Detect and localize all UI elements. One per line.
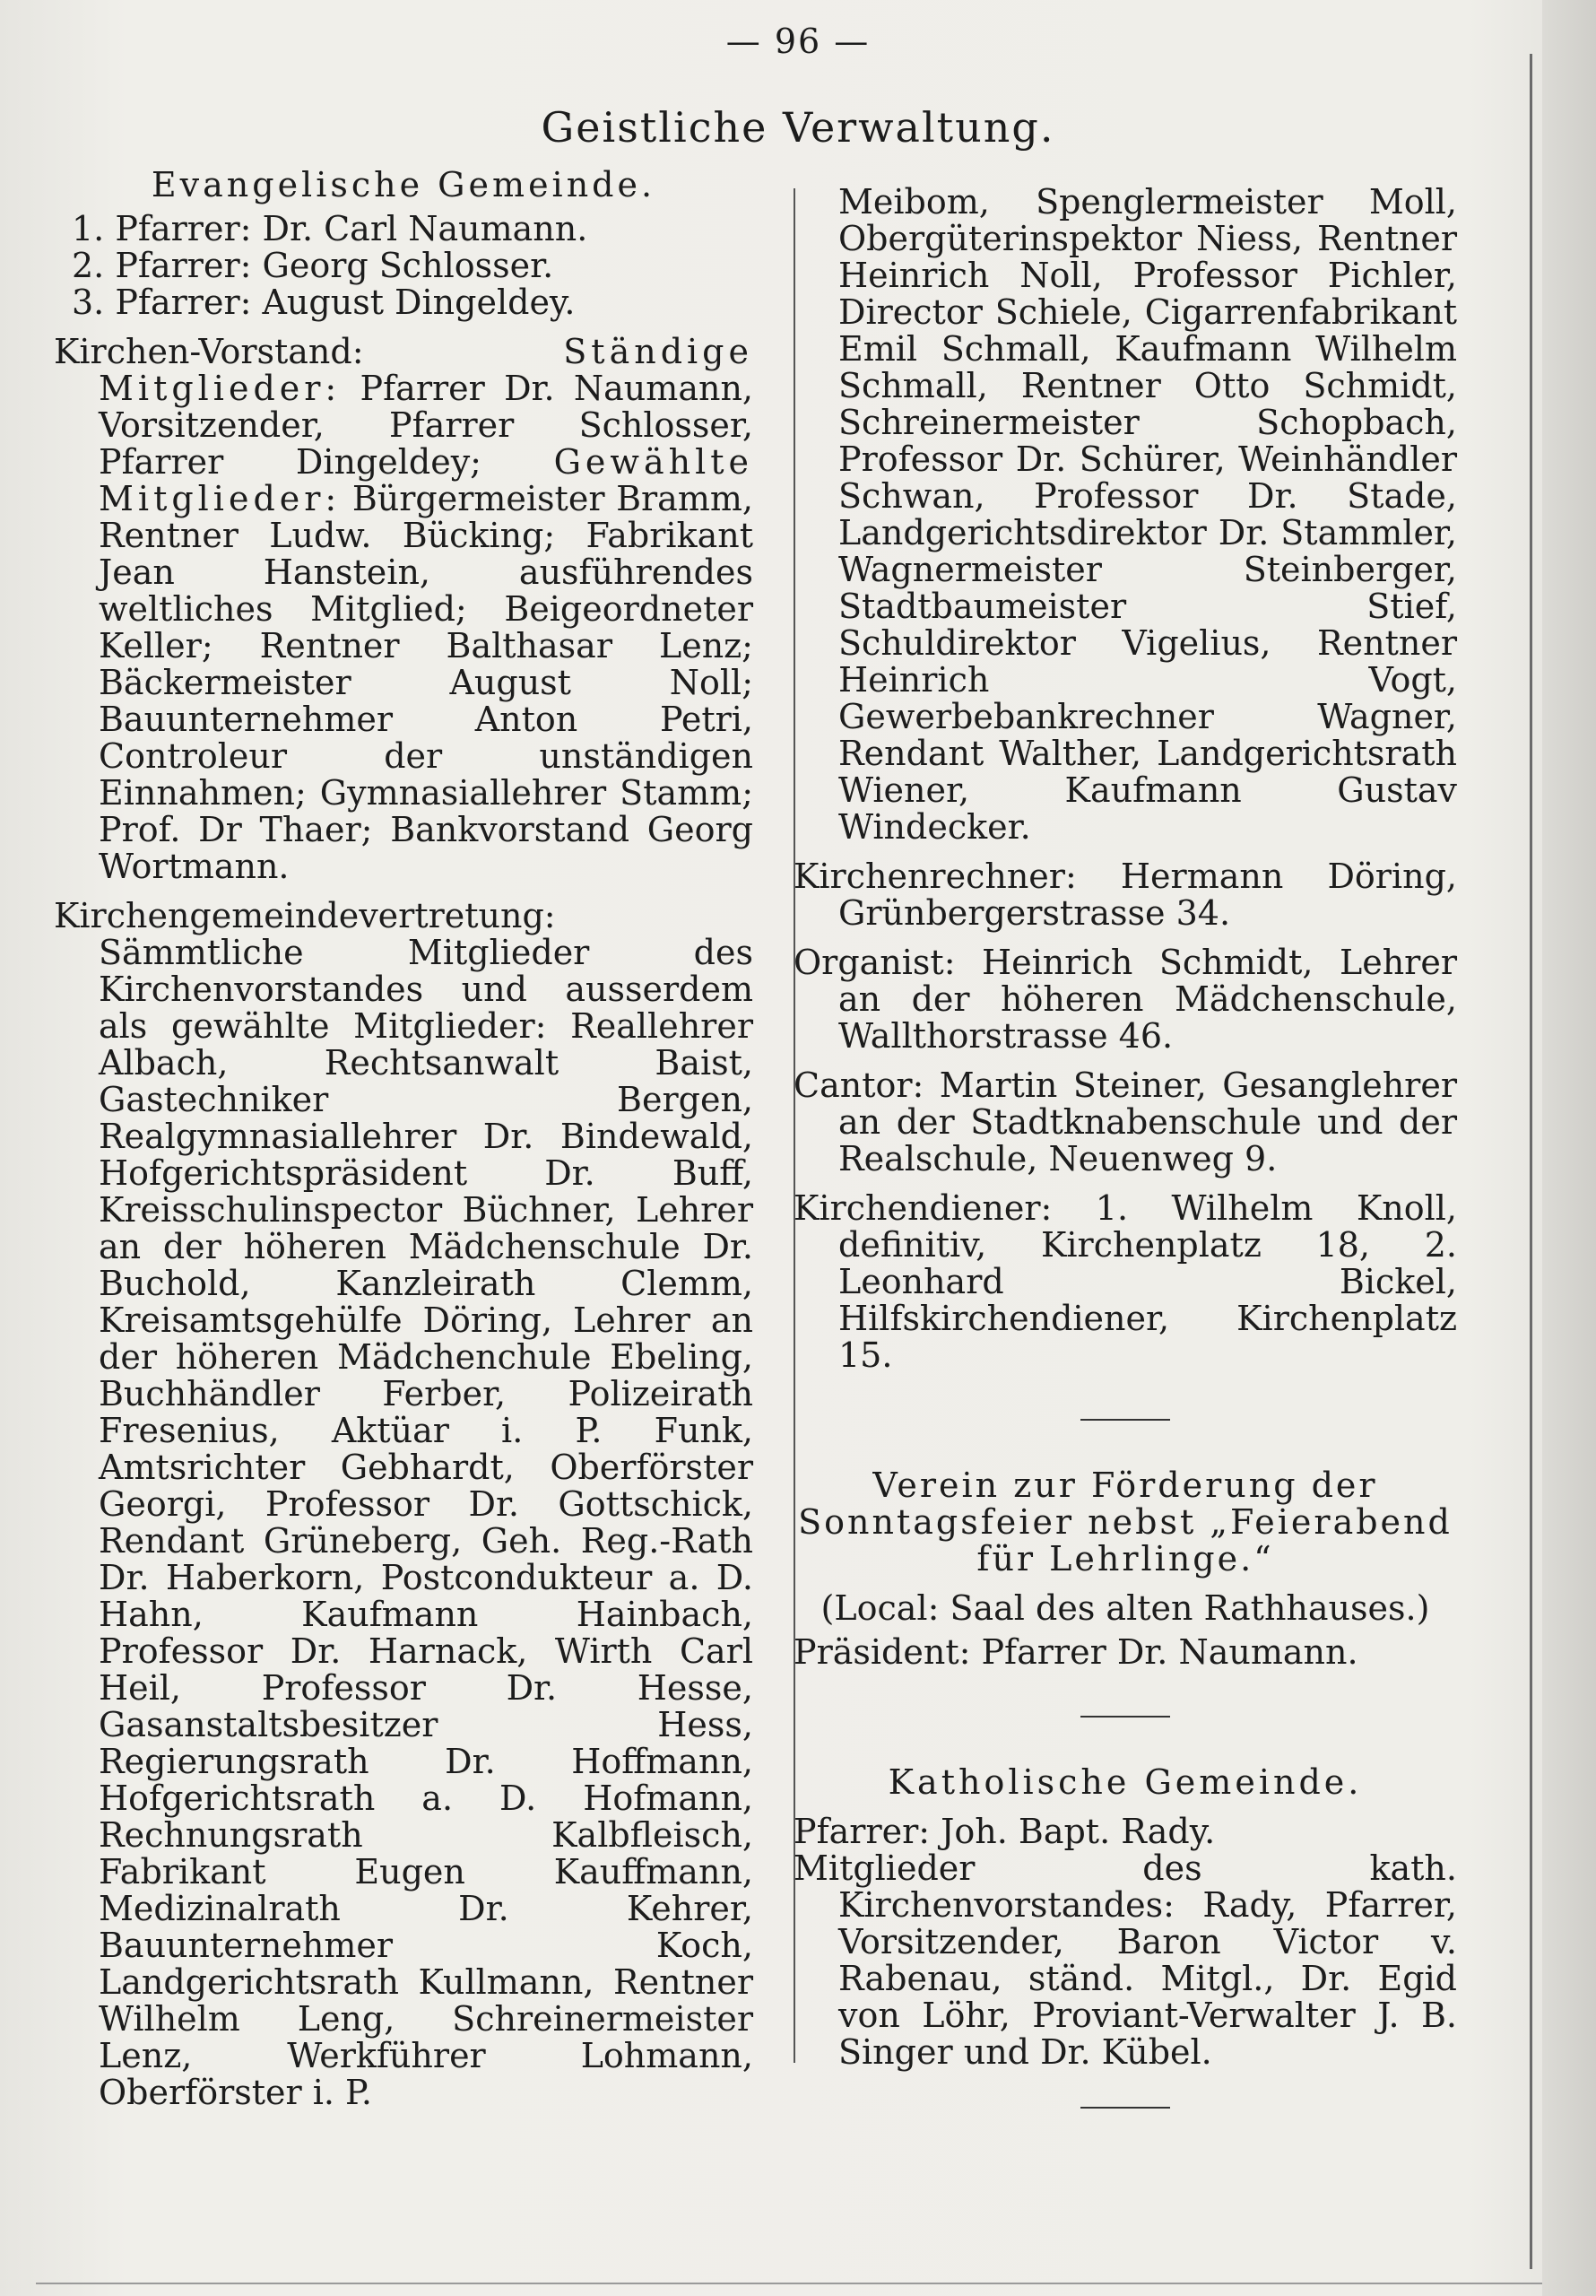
section-separator [1080,2107,1170,2109]
right-column [794,184,1457,2155]
page-edge-shadow [1530,54,1532,2269]
verein-praesident: Präsident: Pfarrer Dr. Naumann. [794,1632,1358,1672]
verein-heading: Verein zur Förderung der Sonntagsfeier nebst „Feierabend für Lehrlinge.“ [798,1465,1453,1578]
section-separator [1080,1419,1170,1421]
katholisch-mitglieder: Mitglieder des kath. Kirchenvorstandes: Rady, Pfarrer, Vorsitzender, Baron Victor v. Rabenau, ständ. Mitgl., Dr. Egid von Löhr, Proviant-Verwalter J. B. Singer und Dr. Kübel. [794,1848,1457,2072]
kirchenvorstand-label: Kirchen-Vorstand: [54,332,364,371]
kirchengemeindevertretung-continued: Meibom, Spenglermeister Moll, Obergüterinspektor Niess, Rentner Heinrich Noll, Professor Pichler, Director Schiele, Cigarrenfabrikant Emil Schmall, Kaufmann Wilhelm Schmall, Rentner Otto Schmidt, Schreinermeister Schopbach, Professor Dr. Schürer, Weinhändler Schwan, Professor Dr. Stade, Landgerichtsdirektor Dr. Stammler, Wagnermeister Steinberger, Stadtbaumeister Stief, Schuldirektor Vigelius, Rentner Heinrich Vogt, Gewerbebankrechner Wagner, Rendant Walther, Landgerichtsrath Wiener, Kaufmann Gustav Windecker. [838,182,1457,847]
left-column [54,167,753,2111]
kirchendiener: Kirchendiener: 1. Wilhelm Knoll, definitiv, Kirchenplatz 18, 2. Leonhard Bickel, Hilfskirchendiener, Kirchenplatz 15. [794,1188,1457,1375]
cantor: Cantor: Martin Steiner, Gesanglehrer an der Stadtknabenschule und der Realschule, Neuenweg 9. [794,1065,1457,1178]
verein-local: (Local: Saal des alten Rathhauses.) [820,1588,1430,1628]
staendige-mitglieder-text: Pfarrer Dr. Naumann, Vorsitzender, Pfarrer Schlosser, Pfarrer Dingeldey; [99,369,753,482]
page-margin [1542,0,1596,2296]
page-title: Geistliche Verwaltung. [541,103,1055,152]
katholische-gemeinde-heading: Katholische Gemeinde. [888,1762,1363,1802]
pastor-2: 2. Pfarrer: Georg Schlosser. [72,246,554,285]
gewaehlte-mitglieder-text: Bürgermeister Bramm, Rentner Ludw. Bücking; Fabrikant Jean Hanstein, ausführendes weltliches Mitglied; Beigeordneter Keller; Rentner Balthasar Lenz; Bäckermeister August Noll; Bauunternehmer Anton Petri, Controleur der unständigen Einnahmen; Gymnasiallehrer Stamm; Prof. Dr Thaer; Bankvorstand Georg Wortmann. [99,479,753,886]
staendige-mitglieder-label: Ständige Mitglieder: [99,332,753,408]
kirchenvorstand-paragraph [54,334,753,885]
page-number: — 96 — [725,22,871,61]
kirchenrechner: Kirchenrechner: Hermann Döring, Grünbergerstrasse 34. [794,857,1457,933]
kirchengemeindevertretung-text: Sämmtliche Mitglieder des Kirchenvorstandes und ausserdem als gewählte Mitglieder: Reallehrer Albach, Rechtsanwalt Baist, Gastechniker Bergen, Realgymnasiallehrer Dr. Bindewald, Hofgerichtspräsident Dr. Buff, Kreisschulinspector Büchner, Lehrer an der höheren Mädchenschule Dr. Buchold, Kanzleirath Clemm, Kreisamtsgehülfe Döring, Lehrer an der höheren Mädchenchule Ebeling, Buchhändler Ferber, Polizeirath Fresenius, Aktüar i. P. Funk, Amtsrichter Gebhardt, Oberförster Georgi, Professor Dr. Gottschick, Rendant Grüneberg, Geh. Reg.-Rath Dr. Haberkorn, Postcondukteur a. D. Hahn, Kaufmann Hainbach, Professor Dr. Harnack, Wirth Carl Heil, Professor Dr. Hesse, Gasanstaltsbesitzer Hess, Regierungsrath Dr. Hoffmann, Hofgerichtsrath a. D. Hofmann, Rechnungsrath Kalbfleisch, Fabrikant Eugen Kauffmann, Medizinalrath Dr. Kehrer, Bauunternehmer Koch, Landgerichtsrath Kullmann, Rentner Wilhelm Leng, Schreinermeister Lenz, Werkführer Lohmann, Oberförster i. P. [99,933,753,2112]
pastor-1: 1. Pfarrer: Dr. Carl Naumann. [72,209,588,248]
kirchengemeindevertretung-paragraph [54,898,753,2111]
organist: Organist: Heinrich Schmidt, Lehrer an der höheren Mädchenschule, Wallthorstrasse 46. [794,943,1457,1056]
katholisch-pfarrer: Pfarrer: Joh. Bapt. Rady. [794,1812,1216,1851]
kirchengemeindevertretung-label: Kirchengemeindevertretung: [54,896,556,935]
pastor-3: 3. Pfarrer: August Dingeldey. [72,283,576,322]
page-bottom-edge [36,2283,1542,2284]
evangelische-gemeinde-heading: Evangelische Gemeinde. [151,165,656,204]
gewaehlte-mitglieder-label: Gewählte Mitglieder: [99,442,753,518]
section-separator [1080,1716,1170,1718]
